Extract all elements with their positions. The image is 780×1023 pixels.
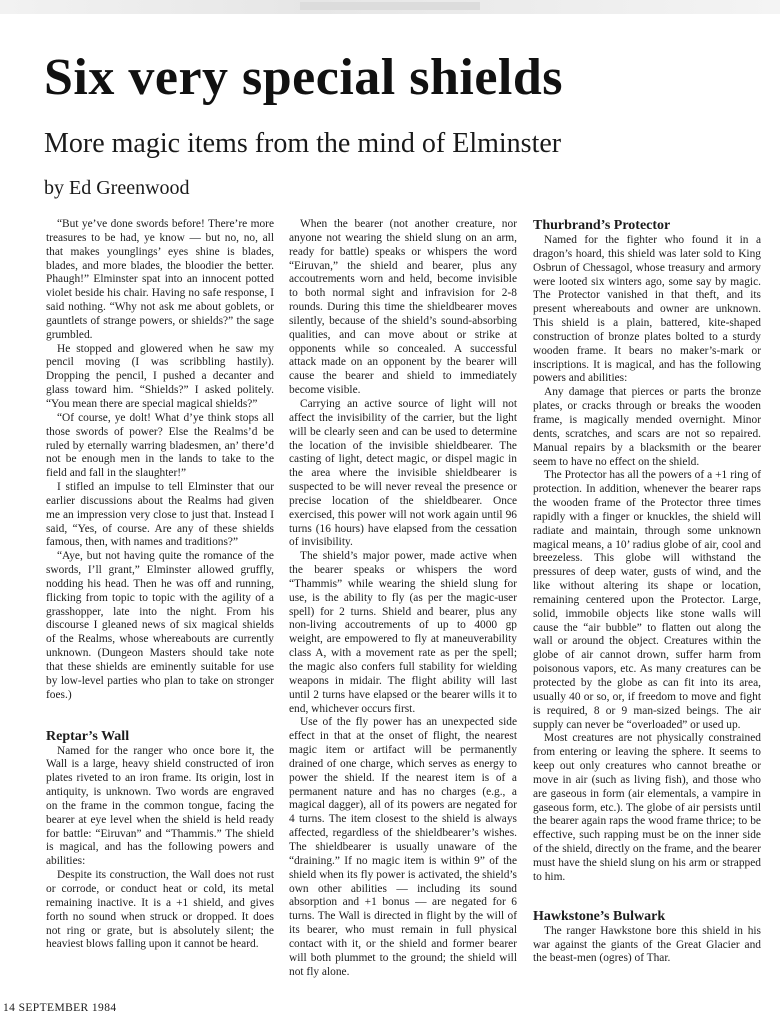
section-title-reptars-wall: Reptar’s Wall <box>46 728 130 744</box>
body-paragraph: The Protector has all the powers of a +1 ring of protection. In addition, whenever the bearer raps the wooden frame of the Protector three times rapidly with a finger or knuckles, the shield will radiate and maintain, through some unknown magical means, a 10’ radius globe of air, cool and breezeless. This globe will withstand the pressures of deep water, gusts of wind, and the like without altering its shape or location, remaining centered upon the Protector. Large, solid, immobile objects like stone walls will cause the “air bubble” to flatten out along the wall or around the object. Creatures within the globe of air cannot drown, suffer harm from poisonous vapors, etc. As many creatures can be protected by the globe as can fit into its area, usually 40 or so, or, if freedom to move and fight is required, 8 or 9 man-sized beings. The air supply can never be “overloaded” or used up. <box>533 469 761 731</box>
body-paragraph: “Aye, but not having quite the romance of the swords, I’ll grant,” Elminster allowed gruffly, nodding his head. Then he was off and running, flicking from topic to topic with the agility of a grasshopper, late into the night. From his discourse I gleaned news of six magical shields of the Realms, whose whereabouts are currently unknown. (Dungeon Masters should take note that these shields are eminently suitable for use by low-level parties who plan to take on stronger foes.) <box>46 550 274 701</box>
column-3 <box>533 218 761 998</box>
column-1 <box>46 218 274 998</box>
body-paragraph: Most creatures are not physically constrained from entering or leaving the sphere. It seems to keep out only creatures who cannot breathe or move in air (such as living fish), and those who are gaseous in form (air elementals, a vampire in gaseous form, etc.). The globe of air persists until the bearer again raps the wood frame thrice; to be effective, such rapping must be on the inner side of the shield, directly on the frame, and the bearer must have the shield slung on his arm or strapped to him. <box>533 732 761 883</box>
body-paragraph: He stopped and glowered when he saw my pencil moving (I was scribbling hastily). Dropping the pencil, I pushed a decanter and glass toward him. “Shields?” I asked politely. “You mean there are special magical shields?” <box>46 342 274 410</box>
column-2 <box>289 218 517 998</box>
body-paragraph: “But ye’ve done swords before! There’re more treasures to be had, ye know — but no, no, all that makes younglings’ eyes shine is blades, blades, and more blades, the bloodier the better. Phaugh!” Elminster spat into an innocent potted violet beside his chair. Having no safe response, I said nothing. “Why not ask me about goblets, or gauntlets of strange powers, or shields?” the sage grumbled. <box>46 218 274 341</box>
section-title-thurbrands-protector: Thurbrand’s Protector <box>533 218 671 233</box>
body-paragraph: When the bearer (not another creature, nor anyone not wearing the shield slung on an arm, ready for battle) speaks or whispers the word “Eiruvan,” the shield and bearer, plus any accoutrements worn and held, become invisible to both normal sight and infravision for 2-8 rounds. During this time the shieldbearer moves silently, because of the shield’s sound-absorbing qualities, and can move about or strike at opponents while so concealed. A successful attack made on an opponent by the bearer will cause the bearer and shield to immediately become visible. <box>289 218 517 397</box>
article-byline: by Ed Greenwood <box>44 177 190 199</box>
body-paragraph: Carrying an active source of light will not affect the invisibility of the carrier, but the light will be clearly seen and can be used to determine the location of the invisible shieldbearer. The casting of light, detect magic, or dispel magic in the area where the invisible shieldbearer is suspected to be will never reveal the presence or precise location of the shieldbearer. Once exercised, this power will not work again until 96 turns (16 hours) have elapsed from the cessation of invisibility. <box>289 397 517 549</box>
section-title-hawkstones-bulwark: Hawkstone’s Bulwark <box>533 908 666 924</box>
page-footer: 14 SEPTEMBER 1984 <box>3 1002 117 1014</box>
top-band-segment <box>300 2 480 10</box>
body-paragraph: “Of course, ye dolt! What d’ye think stops all those swords of power? Else the Realms’d be ruled by eternally warring bladesmen, an’ there’d not be enough men in the lands to take to the field and fall in the slaughter!” <box>46 411 274 480</box>
section-spacer <box>533 885 761 909</box>
body-paragraph: I stifled an impulse to tell Elminster that our earlier discussions about the Realms had given me an impression very close to just that. Instead I said, “Yes, of course. Are any of these shields famous, then, with names and traditions?” <box>46 481 274 549</box>
body-paragraph: Despite its construction, the Wall does not rust or corrode, or conduct heat or cold, its metal remaining inactive. It is a +1 shield, and gives forth no sound when struck or dropped. It does not ring or grate, but is absolutely silent; the heaviest blows falling upon it cannot be heard. <box>46 869 274 951</box>
body-paragraph: Named for the fighter who found it in a dragon’s hoard, this shield was later sold to King Osbrun of Chessagol, whose treasury and armory were looted six winters ago, some say by magic. The Protector vanished in that theft, and its present whereabouts and owner are unknown. This shield is a plain, battered, kite-shaped construction of bronze plates bolted to a sturdy wooden frame. It bears no maker’s-mark or inscriptions. It is magical, and has the following powers and abilities: <box>533 234 761 385</box>
body-paragraph: Use of the fly power has an unexpected side effect in that at the onset of flight, the nearest magic item or artifact will be permanently drained of one charge, which serves as energy to power the shield. If the nearest item is of a permanent nature and has no charges (e.g., a magical dagger), all of its powers are negated for 4 turns. The item closest to the shield is always affected, regardless of the shieldbearer’s wishes. The shieldbearer is usually unaware of the “draining.” If no magic item is within 9” of the shield when its fly power is activated, the shield’s own other abilities — including its sound absorption and +1 bonus — are negated for 6 turns. The Wall is directed in flight by the will of its bearer, who must remain in full physical contact with it, or the shield and former bearer will both plummet to the ground; the shield will not fly alone. <box>289 716 517 978</box>
body-paragraph: The ranger Hawkstone bore this shield in his war against the giants of the Great Glacier and the beast-men (ogres) of Thar. <box>533 924 761 965</box>
section-spacer <box>46 703 274 729</box>
article-headline: Six very special shields <box>44 49 564 106</box>
top-decorative-band <box>0 0 780 14</box>
body-paragraph: Any damage that pierces or parts the bronze plates, or cracks through or breaks the wooden frame, is magically mended overnight. Minor dents, scratches, and scars are not so repaired. Manual repairs by a blacksmith or the bearer seem to have no effect on the shield. <box>533 386 761 468</box>
body-paragraph: The shield’s major power, made active when the bearer speaks or whispers the word “Thammis” while wearing the shield slung for use, is the ability to fly (as per the magic-user spell) for 2 turns. Shield and bearer, plus any non-living accoutrements of up to 4000 gp weight, are empowered to fly at maneuverability class A, with a movement rate as per the spell; the magic also confers full stability for wielding weapons in midair. The flight ability will last until 2 turns have elapsed or the bearer wills it to end, whichever occurs first. <box>289 550 517 715</box>
article-subtitle: More magic items from the mind of Elminster <box>44 128 562 159</box>
body-paragraph: Named for the ranger who once bore it, the Wall is a large, heavy shield constructed of iron plates riveted to an iron frame. Its origin, lost in antiquity, is unknown. Two words are engraved on the frame in the common tongue, facing the bearer at eye level when the shield is held ready for battle: “Eiruvan” and “Thammis.” The shield is magical, and has the following powers and abilities: <box>46 744 274 868</box>
